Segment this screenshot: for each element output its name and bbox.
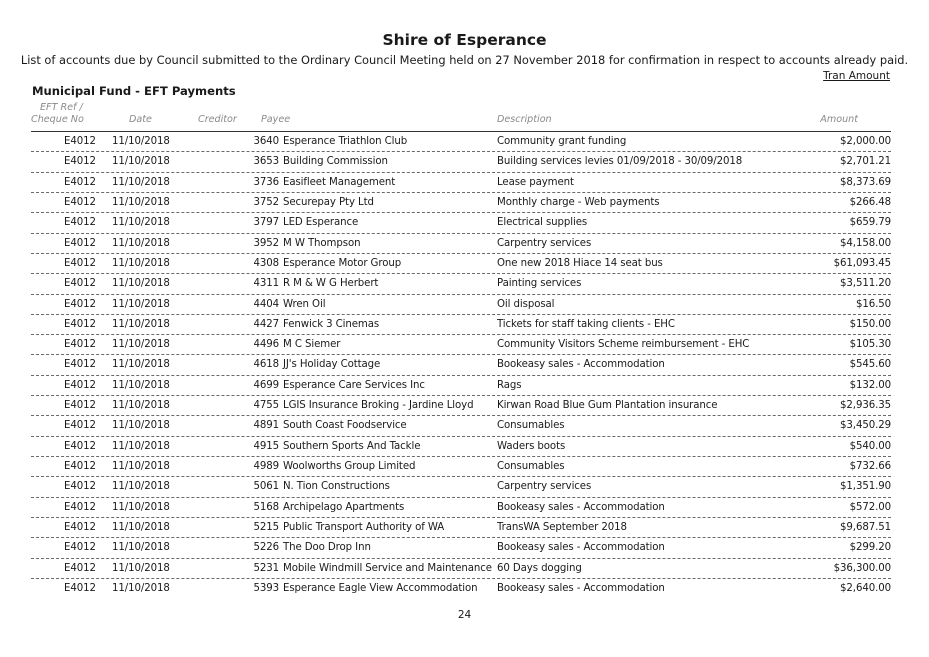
cell-amount: $732.66 bbox=[849, 461, 891, 472]
table-row bbox=[31, 152, 891, 172]
cell-ref: E4012 bbox=[64, 542, 96, 554]
cell-ref: E4012 bbox=[64, 298, 96, 310]
table-row bbox=[31, 498, 891, 518]
cell-creditor: 5061 bbox=[253, 481, 279, 493]
cell-ref: E4012 bbox=[64, 196, 96, 208]
cell-payee: Building Commission bbox=[283, 156, 388, 168]
cell-date: 11/10/2018 bbox=[112, 420, 170, 432]
table-row bbox=[31, 416, 891, 436]
cell-description: Electrical supplies bbox=[497, 217, 588, 229]
table-row bbox=[31, 457, 891, 477]
cell-payee: M W Thompson bbox=[283, 237, 361, 249]
cell-description: Community Visitors Scheme reimbursement - EHC bbox=[497, 339, 750, 351]
cell-description: Carpentry services bbox=[497, 237, 592, 249]
cell-date: 11/10/2018 bbox=[112, 339, 170, 351]
cell-amount: $659.79 bbox=[849, 217, 891, 229]
cell-date: 11/10/2018 bbox=[112, 278, 170, 290]
cell-date: 11/10/2018 bbox=[112, 501, 170, 513]
cell-creditor: 3736 bbox=[253, 176, 279, 188]
cell-ref: E4012 bbox=[64, 318, 96, 330]
table-row bbox=[31, 295, 891, 315]
cell-payee: Fenwick 3 Cinemas bbox=[283, 318, 380, 330]
cell-date: 11/10/2018 bbox=[112, 196, 170, 208]
cell-amount: $2,936.35 bbox=[840, 400, 891, 412]
cell-description: TransWA September 2018 bbox=[497, 521, 627, 533]
cell-payee: Esperance Eagle View Accommodation bbox=[283, 582, 478, 594]
cell-ref: E4012 bbox=[64, 237, 96, 249]
column-header-eft-ref: EFT Ref / bbox=[40, 102, 83, 113]
cell-ref: E4012 bbox=[64, 582, 96, 594]
cell-payee: Esperance Care Services Inc bbox=[283, 379, 425, 391]
cell-description: Bookeasy sales - Accommodation bbox=[497, 542, 665, 554]
cell-date: 11/10/2018 bbox=[112, 359, 170, 371]
cell-creditor: 4308 bbox=[253, 257, 279, 269]
cell-amount: $105.30 bbox=[849, 339, 891, 351]
cell-date: 11/10/2018 bbox=[112, 542, 170, 554]
tran-amount-heading: Tran Amount bbox=[823, 70, 890, 82]
table-row bbox=[31, 477, 891, 497]
table-row bbox=[31, 538, 891, 558]
column-header-payee: Payee bbox=[261, 114, 291, 125]
cell-creditor: 3752 bbox=[253, 196, 279, 208]
section-title: Municipal Fund - EFT Payments bbox=[32, 84, 236, 98]
cell-amount: $1,351.90 bbox=[840, 481, 891, 493]
cell-payee: Woolworths Group Limited bbox=[283, 461, 416, 472]
cell-ref: E4012 bbox=[64, 278, 96, 290]
cell-description: Oil disposal bbox=[497, 298, 555, 310]
cell-creditor: 4404 bbox=[253, 298, 279, 310]
cell-description: Rags bbox=[497, 379, 522, 391]
cell-amount: $150.00 bbox=[849, 318, 891, 330]
cell-amount: $299.20 bbox=[849, 542, 891, 554]
cell-description: 60 Days dogging bbox=[497, 562, 582, 574]
cell-description: Monthly charge - Web payments bbox=[497, 196, 660, 208]
cell-date: 11/10/2018 bbox=[112, 298, 170, 310]
cell-description: Lease payment bbox=[497, 176, 574, 188]
table-row bbox=[31, 193, 891, 213]
cell-date: 11/10/2018 bbox=[112, 237, 170, 249]
cell-creditor: 5168 bbox=[253, 501, 279, 513]
table-row bbox=[31, 254, 891, 274]
cell-amount: $2,000.00 bbox=[840, 136, 891, 147]
cell-payee: M C Siemer bbox=[283, 339, 341, 351]
cell-creditor: 4989 bbox=[253, 461, 279, 472]
cell-creditor: 4311 bbox=[253, 278, 279, 290]
table-row bbox=[31, 335, 891, 355]
column-header-amount: Amount bbox=[820, 114, 858, 125]
column-header-row bbox=[31, 101, 891, 132]
cell-amount: $3,450.29 bbox=[840, 420, 891, 432]
cell-date: 11/10/2018 bbox=[112, 136, 170, 147]
cell-ref: E4012 bbox=[64, 257, 96, 269]
cell-description: Kirwan Road Blue Gum Plantation insurance bbox=[497, 400, 718, 412]
cell-date: 11/10/2018 bbox=[112, 379, 170, 391]
cell-ref: E4012 bbox=[64, 156, 96, 168]
cell-payee: R M & W G Herbert bbox=[283, 278, 379, 290]
cell-description: Carpentry services bbox=[497, 481, 592, 493]
payments-table bbox=[31, 132, 891, 599]
cell-ref: E4012 bbox=[64, 339, 96, 351]
cell-amount: $545.60 bbox=[849, 359, 891, 371]
cell-ref: E4012 bbox=[64, 217, 96, 229]
table-row bbox=[31, 355, 891, 375]
cell-payee: The Doo Drop Inn bbox=[283, 542, 371, 554]
cell-payee: South Coast Foodservice bbox=[283, 420, 407, 432]
cell-creditor: 3797 bbox=[253, 217, 279, 229]
cell-ref: E4012 bbox=[64, 521, 96, 533]
cell-amount: $572.00 bbox=[849, 501, 891, 513]
column-header-date: Date bbox=[129, 114, 152, 125]
cell-payee: Southern Sports And Tackle bbox=[283, 440, 421, 452]
cell-amount: $61,093.45 bbox=[833, 257, 891, 269]
cell-creditor: 4891 bbox=[253, 420, 279, 432]
cell-payee: Securepay Pty Ltd bbox=[283, 196, 374, 208]
cell-creditor: 4618 bbox=[253, 359, 279, 371]
cell-amount: $3,511.20 bbox=[840, 278, 891, 290]
cell-creditor: 4915 bbox=[253, 440, 279, 452]
cell-date: 11/10/2018 bbox=[112, 440, 170, 452]
cell-payee: Archipelago Apartments bbox=[283, 501, 405, 513]
cell-creditor: 5231 bbox=[253, 562, 279, 574]
cell-description: Community grant funding bbox=[497, 136, 627, 147]
cell-payee: LGIS Insurance Broking - Jardine Lloyd bbox=[283, 400, 474, 412]
table-row bbox=[31, 173, 891, 193]
cell-amount: $16.50 bbox=[855, 298, 891, 310]
table-row bbox=[31, 376, 891, 396]
cell-payee: Esperance Triathlon Club bbox=[283, 136, 408, 147]
cell-ref: E4012 bbox=[64, 562, 96, 574]
cell-date: 11/10/2018 bbox=[112, 582, 170, 594]
cell-creditor: 3640 bbox=[253, 136, 279, 147]
cell-creditor: 5226 bbox=[253, 542, 279, 554]
cell-description: Building services levies 01/09/2018 - 30/09/2018 bbox=[497, 156, 743, 168]
page-number: 24 bbox=[457, 609, 472, 621]
table-row bbox=[31, 234, 891, 254]
cell-creditor: 4427 bbox=[253, 318, 279, 330]
cell-date: 11/10/2018 bbox=[112, 521, 170, 533]
cell-creditor: 4755 bbox=[253, 400, 279, 412]
cell-ref: E4012 bbox=[64, 440, 96, 452]
cell-payee: Public Transport Authority of WA bbox=[283, 521, 445, 533]
document-subtitle: List of accounts due by Council submitted to the Ordinary Council Meeting held on 27 November 2018 for confirmation in respect to accounts already paid. bbox=[20, 53, 909, 67]
cell-creditor: 4699 bbox=[253, 379, 279, 391]
cell-ref: E4012 bbox=[64, 481, 96, 493]
cell-payee: Wren Oil bbox=[283, 298, 326, 310]
cell-ref: E4012 bbox=[64, 136, 96, 147]
cell-amount: $9,687.51 bbox=[840, 521, 891, 533]
table-row bbox=[31, 213, 891, 233]
cell-payee: LED Esperance bbox=[283, 217, 359, 229]
cell-payee: Esperance Motor Group bbox=[283, 257, 402, 269]
cell-date: 11/10/2018 bbox=[112, 176, 170, 188]
cell-date: 11/10/2018 bbox=[112, 562, 170, 574]
cell-date: 11/10/2018 bbox=[112, 318, 170, 330]
cell-date: 11/10/2018 bbox=[112, 400, 170, 412]
cell-amount: $132.00 bbox=[849, 379, 891, 391]
cell-creditor: 3952 bbox=[253, 237, 279, 249]
cell-description: Waders boots bbox=[497, 440, 566, 452]
cell-payee: JJ's Holiday Cottage bbox=[283, 359, 381, 371]
cell-description: Tickets for staff taking clients - EHC bbox=[497, 318, 675, 330]
cell-payee: Easifleet Management bbox=[283, 176, 396, 188]
cell-amount: $540.00 bbox=[849, 440, 891, 452]
cell-description: Consumables bbox=[497, 420, 565, 432]
cell-ref: E4012 bbox=[64, 379, 96, 391]
document-title: Shire of Esperance bbox=[382, 31, 547, 49]
table-row bbox=[31, 315, 891, 335]
table-row bbox=[31, 518, 891, 538]
cell-description: Consumables bbox=[497, 461, 565, 472]
cell-creditor: 5393 bbox=[253, 582, 279, 594]
column-header-description: Description bbox=[497, 114, 552, 125]
cell-ref: E4012 bbox=[64, 359, 96, 371]
cell-amount: $266.48 bbox=[849, 196, 891, 208]
cell-ref: E4012 bbox=[64, 461, 96, 472]
cell-ref: E4012 bbox=[64, 501, 96, 513]
cell-ref: E4012 bbox=[64, 176, 96, 188]
table-row bbox=[31, 274, 891, 294]
cell-description: Bookeasy sales - Accommodation bbox=[497, 582, 665, 594]
cell-creditor: 3653 bbox=[253, 156, 279, 168]
cell-creditor: 4496 bbox=[253, 339, 279, 351]
table-row bbox=[31, 559, 891, 579]
column-header-cheque-no: Cheque No bbox=[31, 114, 84, 125]
cell-description: Bookeasy sales - Accommodation bbox=[497, 359, 665, 371]
cell-description: Bookeasy sales - Accommodation bbox=[497, 501, 665, 513]
table-row bbox=[31, 132, 891, 152]
cell-payee: N. Tion Constructions bbox=[283, 481, 390, 493]
table-row bbox=[31, 579, 891, 599]
table-row bbox=[31, 437, 891, 457]
cell-date: 11/10/2018 bbox=[112, 481, 170, 493]
cell-ref: E4012 bbox=[64, 400, 96, 412]
cell-amount: $4,158.00 bbox=[840, 237, 891, 249]
table-row bbox=[31, 396, 891, 416]
cell-amount: $8,373.69 bbox=[840, 176, 891, 188]
cell-ref: E4012 bbox=[64, 420, 96, 432]
cell-description: One new 2018 Hiace 14 seat bus bbox=[497, 257, 663, 269]
cell-description: Painting services bbox=[497, 278, 582, 290]
cell-amount: $2,701.21 bbox=[840, 156, 891, 168]
cell-date: 11/10/2018 bbox=[112, 217, 170, 229]
cell-amount: $2,640.00 bbox=[840, 582, 891, 594]
cell-creditor: 5215 bbox=[253, 521, 279, 533]
cell-amount: $36,300.00 bbox=[833, 562, 891, 574]
cell-date: 11/10/2018 bbox=[112, 461, 170, 472]
cell-payee: Mobile Windmill Service and Maintenance bbox=[283, 562, 492, 574]
cell-date: 11/10/2018 bbox=[112, 156, 170, 168]
column-header-creditor: Creditor bbox=[198, 114, 237, 125]
cell-date: 11/10/2018 bbox=[112, 257, 170, 269]
